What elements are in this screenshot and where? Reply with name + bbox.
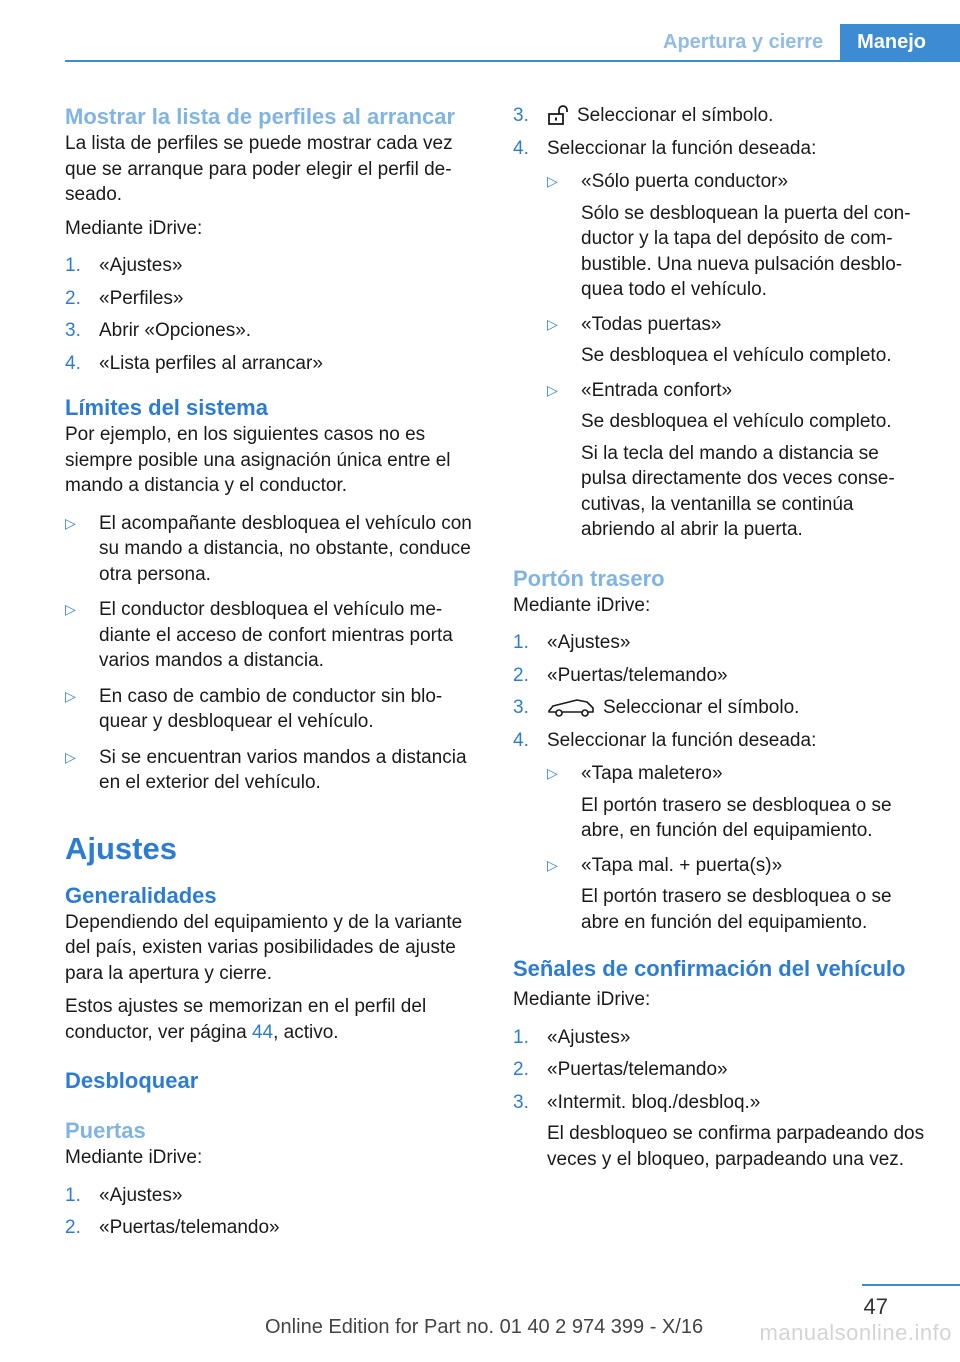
doors-steps-continued [513, 103, 928, 161]
list-item: 1. «Ajustes» [65, 1184, 183, 1206]
list-item: 3. Seleccionar el símbolo. [513, 105, 774, 126]
signals-steps [513, 1025, 928, 1173]
triangle-bullet-icon: ▷ [547, 765, 558, 781]
list-item: 2. «Puertas/telemando» [513, 1059, 728, 1080]
triangle-bullet-icon: ▷ [547, 856, 558, 873]
list-item: 1. «Ajustes» [513, 1026, 631, 1048]
profiles-steps [65, 253, 480, 376]
limits-bullets [65, 511, 480, 796]
list-item: 2. «Puertas/telemando» [65, 1217, 280, 1238]
list-item: 1. «Ajustes» [513, 632, 631, 653]
triangle-bullet-icon: ▷ [65, 748, 76, 765]
list-item: 4. «Lista perfiles al arrancar» [65, 352, 323, 374]
list-item: 3. Seleccionar el símbolo. [513, 697, 800, 718]
list-item: 3. «Intermit. bloq./desbloq.» El desbloqueo se confirma parpadeando dos veces y el bloqueo, parpadeando una vez. [513, 1091, 925, 1170]
signals-heading: Señales de confirmación del vehículo [513, 956, 906, 981]
chapter-tab: Manejo [840, 24, 960, 60]
tailgate-steps [513, 630, 928, 753]
list-item: ▷ En caso de cambio de conductor sin blo- quear y desbloquear el vehículo. [65, 684, 480, 735]
list-item: 1. «Ajustes» [65, 255, 183, 276]
list-item: 2. «Perfiles» [65, 287, 184, 309]
unlock-heading: Desbloquear [65, 1068, 199, 1093]
list-item: 4. Seleccionar la función deseada: [513, 729, 817, 751]
unlock-icon [547, 105, 569, 125]
list-item: 2. «Puertas/telemando» [513, 664, 728, 686]
list-item: ▷ «Tapa maletero» El portón trasero se desbloquea o se abre, en función del equipamiento. [547, 761, 928, 844]
triangle-bullet-icon: ▷ [547, 173, 558, 189]
triangle-bullet-icon: ▷ [65, 687, 76, 704]
generalidades-heading: Generalidades [65, 882, 217, 908]
unlock-options [547, 169, 928, 543]
edition-note: Online Edition for Part no. 01 40 2 974 399 - X/16 [265, 1316, 704, 1338]
right-column [513, 103, 928, 1180]
doors-steps [65, 1183, 480, 1241]
doors-heading: Puertas [65, 1118, 146, 1143]
list-item: 3. Abrir «Opciones». [65, 320, 252, 341]
triangle-bullet-icon: ▷ [547, 315, 558, 332]
page-number: 47 [863, 1294, 888, 1319]
list-item: ▷ El acompañante desbloquea el vehículo con su mando a distancia, no obstante, conduce otra persona. [65, 511, 480, 588]
list-item: ▷ El conductor desbloquea el vehículo me- diante el acceso de confort mientras porta varios mandos a distancia. [65, 597, 480, 674]
generalidades-paragraph: Dependiendo del equipamiento y de la variante del país, existen varias posibilidades de ajuste para la apertura y cierre. [65, 911, 463, 984]
profiles-idrive-intro: Mediante iDrive: [65, 217, 203, 239]
profiles-paragraph: La lista de perfiles se puede mostrar cada vez que se arranque para poder elegir el perfil de- seado. [65, 133, 453, 205]
section-tab: Apertura y cierre [663, 30, 824, 53]
left-column [65, 103, 480, 1249]
tailgate-options [547, 761, 928, 935]
page-header [65, 24, 960, 62]
footer-rule [862, 1284, 960, 1286]
triangle-bullet-icon: ▷ [547, 381, 558, 398]
list-item: ▷ «Tapa mal. + puerta(s)» El portón trasero se desbloquea o se abre en función del equipamiento. [547, 853, 928, 936]
limits-paragraph: Por ejemplo, en los siguientes casos no es siempre posible una asignación única entre el mando a distancia y el conductor. [65, 424, 451, 496]
car-icon [547, 697, 595, 717]
triangle-bullet-icon: ▷ [65, 601, 76, 617]
signals-intro: Mediante iDrive: [513, 989, 651, 1010]
list-item: ▷ «Entrada confort» Se desbloquea el vehículo completo. Si la tecla del mando a distancia se pulsa directamente dos veces conse- cutivas, la ventanilla se continúa abriendo al abrir la puerta. [547, 378, 928, 543]
list-item: 4. Seleccionar la función deseada: [513, 137, 817, 159]
list-item: ▷ «Sólo puerta conductor» Sólo se desbloquean la puerta del con- ductor y la tapa del depósito de com- bustible. Una nueva pulsación desblo- quea todo el vehículo. [547, 169, 928, 303]
triangle-bullet-icon: ▷ [65, 514, 76, 531]
page-reference-link[interactable]: 44 [251, 1021, 274, 1043]
memory-paragraph: Estos ajustes se memorizan en el perfil del conductor, ver página 44, activo. [65, 996, 427, 1043]
watermark: manualsonline.info [759, 1320, 952, 1345]
ajustes-heading: Ajustes [65, 830, 177, 866]
doors-intro: Mediante iDrive: [65, 1147, 203, 1168]
page-footer [0, 1272, 960, 1362]
profiles-heading: Mostrar la lista de perfiles al arrancar [65, 104, 456, 129]
list-item: ▷ «Todas puertas» Se desbloquea el vehículo completo. [547, 312, 928, 369]
tailgate-heading: Portón trasero [513, 565, 665, 591]
limits-heading: Límites del sistema [65, 395, 268, 420]
list-item: ▷ Si se encuentran varios mandos a distancia en el exterior del vehículo. [65, 745, 480, 796]
tailgate-intro: Mediante iDrive: [513, 594, 651, 616]
